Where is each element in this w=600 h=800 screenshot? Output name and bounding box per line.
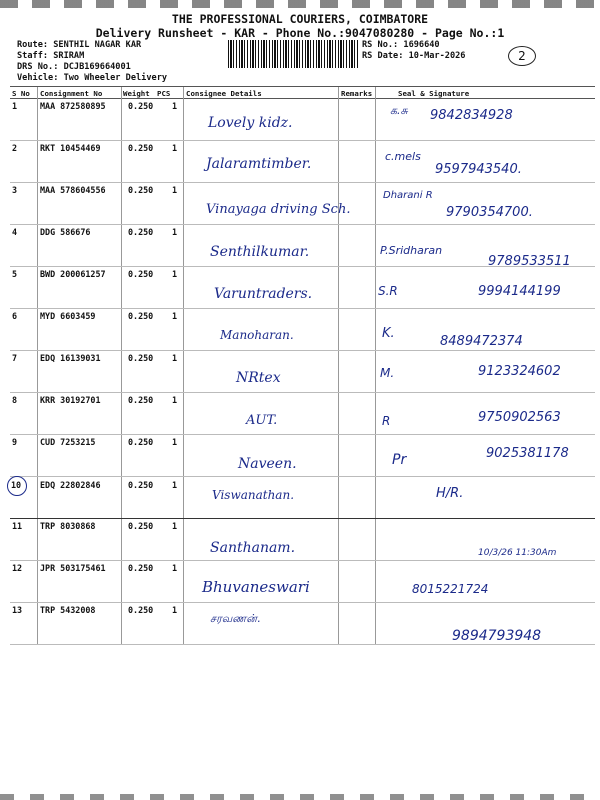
- col-header-pcs: PCS: [157, 89, 171, 98]
- row-pcs: 1: [172, 269, 178, 279]
- row-rule-bold: [10, 518, 595, 519]
- row-consignment: MAA 578604556: [40, 185, 106, 195]
- row-rule: [10, 392, 595, 393]
- col-divider: [338, 87, 339, 645]
- scan-edge-bottom: [0, 794, 600, 800]
- signature-scribble: Pr: [392, 452, 407, 468]
- row-pcs: 1: [172, 480, 178, 490]
- row-rule: [10, 182, 595, 183]
- drs-label: DRS No.: DCJB169664001: [17, 62, 131, 72]
- row-consignment: TRP 8030868: [40, 521, 96, 531]
- signature-scribble: Dharani R: [383, 190, 433, 201]
- row-sno: 9: [12, 437, 18, 447]
- barcode-image: [228, 40, 358, 68]
- row-signature-phone: 8015221724: [412, 582, 489, 596]
- row-signature-note: H/R.: [436, 486, 464, 501]
- row-sno: 2: [12, 143, 18, 153]
- row-weight: 0.250: [128, 563, 154, 573]
- col-divider: [183, 87, 184, 645]
- row-pcs: 1: [172, 437, 178, 447]
- col-divider: [375, 87, 376, 645]
- row-sno: 4: [12, 227, 18, 237]
- row-pcs: 1: [172, 563, 178, 573]
- row-consignment: EDQ 22802846: [40, 480, 101, 490]
- row-pcs: 1: [172, 101, 178, 111]
- row-rule: [10, 350, 595, 351]
- row-weight: 0.250: [128, 143, 154, 153]
- row-consignee-handwritten: Varuntraders.: [214, 286, 313, 302]
- row-signature-phone: 9842834928: [430, 108, 513, 123]
- scan-edge-top: [0, 0, 600, 8]
- row-signature-phone: 9789533511: [488, 254, 571, 269]
- row-consignment: MAA 872580895: [40, 101, 106, 111]
- row-consignee-handwritten: Manoharan.: [220, 328, 294, 342]
- row-weight: 0.250: [128, 605, 154, 615]
- row-consignment: KRR 30192701: [40, 395, 101, 405]
- row-pcs: 1: [172, 521, 178, 531]
- col-header-weight: Weight: [123, 89, 150, 98]
- row-signature-phone: 9994144199: [478, 284, 561, 299]
- table-header-rule: [10, 98, 595, 99]
- runsheet-subtitle: Delivery Runsheet - KAR - Phone No.:9047080280 - Page No.:1: [95, 26, 505, 40]
- signature-scribble: R: [382, 414, 391, 428]
- row-sno: 5: [12, 269, 18, 279]
- row-consignment: BWD 200061257: [40, 269, 106, 279]
- row-weight: 0.250: [128, 101, 154, 111]
- row-pcs: 1: [172, 227, 178, 237]
- vehicle-label: Vehicle: Two Wheeler Delivery: [17, 73, 168, 83]
- signature-scribble: c.mels: [385, 150, 421, 163]
- row-weight: 0.250: [128, 395, 154, 405]
- row-signature-phone: 9025381178: [486, 446, 569, 461]
- row-weight: 0.250: [128, 480, 154, 490]
- row-consignee-handwritten: Senthilkumar.: [210, 244, 310, 260]
- row-consignee-handwritten: AUT.: [246, 413, 278, 428]
- row-rule: [10, 308, 595, 309]
- row-signature-phone: 9790354700.: [446, 205, 533, 220]
- row-consignment: DDG 586676: [40, 227, 91, 237]
- row-consignee-handwritten: NRtex: [236, 370, 281, 386]
- row-consignment: MYD 6603459: [40, 311, 96, 321]
- row-pcs: 1: [172, 353, 178, 363]
- signature-scribble: P.Sridharan: [380, 244, 443, 257]
- row-rule: [10, 434, 595, 435]
- rs-number: RS No.: 1696640: [362, 40, 440, 50]
- row-rule: [10, 560, 595, 561]
- row-sno: 10: [11, 480, 22, 490]
- row-consignment: TRP 5432008: [40, 605, 96, 615]
- row-consignee-handwritten: Viswanathan.: [212, 488, 295, 502]
- row-consignment: CUD 7253215: [40, 437, 96, 447]
- row-weight: 0.250: [128, 521, 154, 531]
- row-sno: 13: [12, 605, 23, 615]
- row-signature-datetime: 10/3/26 11:30Am: [478, 548, 557, 558]
- signature-scribble: S.R: [378, 284, 398, 298]
- row-signature-phone: 9123324602: [478, 364, 561, 379]
- row-pcs: 1: [172, 185, 178, 195]
- col-header-signature: Seal & Signature: [398, 89, 470, 98]
- row-signature-phone: 9894793948: [452, 628, 542, 644]
- row-weight: 0.250: [128, 269, 154, 279]
- row-consignee-handwritten: சரவணன்.: [210, 612, 261, 625]
- row-sno: 7: [12, 353, 18, 363]
- row-rule: [10, 140, 595, 141]
- row-weight: 0.250: [128, 353, 154, 363]
- row-consignee-handwritten: Lovely kidz.: [208, 115, 293, 131]
- row-pcs: 1: [172, 605, 178, 615]
- row-rule: [10, 602, 595, 603]
- row-signature-phone: 8489472374: [440, 334, 523, 349]
- rs-date: RS Date: 10-Mar-2026: [362, 51, 466, 61]
- row-sno: 12: [12, 563, 23, 573]
- row-consignee-handwritten: Jalaramtimber.: [206, 156, 312, 172]
- row-consignee-handwritten: Santhanam.: [210, 540, 296, 556]
- col-divider: [37, 87, 38, 645]
- row-sno: 11: [12, 521, 23, 531]
- row-rule: [10, 224, 595, 225]
- col-header-sno: S No: [12, 89, 30, 98]
- row-consignment: RKT 10454469: [40, 143, 101, 153]
- row-weight: 0.250: [128, 311, 154, 321]
- page-mark-circled: 2: [508, 46, 536, 66]
- row-sno: 3: [12, 185, 18, 195]
- col-header-consignment: Consignment No: [40, 89, 103, 98]
- col-divider: [121, 87, 122, 645]
- signature-scribble: K.: [382, 326, 395, 341]
- staff-label: Staff: SRIRAM: [17, 51, 85, 61]
- row-consignment: JPR 503175461: [40, 563, 106, 573]
- table-bottom-rule: [10, 644, 595, 645]
- row-consignment: EDQ 16139031: [40, 353, 101, 363]
- table-top-rule: [10, 86, 595, 87]
- row-pcs: 1: [172, 311, 178, 321]
- signature-scribble: M.: [380, 366, 395, 380]
- row-sno: 8: [12, 395, 18, 405]
- row-signature-phone: 9597943540.: [435, 162, 522, 177]
- row-weight: 0.250: [128, 185, 154, 195]
- row-weight: 0.250: [128, 437, 154, 447]
- row-pcs: 1: [172, 143, 178, 153]
- col-header-remarks: Remarks: [341, 89, 373, 98]
- row-signature-phone: 9750902563: [478, 410, 561, 425]
- col-header-consignee: Consignee Details: [186, 89, 262, 98]
- row-consignee-handwritten: Naveen.: [238, 456, 297, 472]
- row-rule: [10, 476, 595, 477]
- company-title: THE PROFESSIONAL COURIERS, COIMBATORE: [171, 12, 429, 26]
- row-consignee-handwritten: Bhuvaneswari: [202, 578, 310, 596]
- signature-scribble: க.சு: [390, 104, 408, 117]
- route-label: Route: SENTHIL NAGAR KAR: [17, 40, 142, 50]
- row-consignee-handwritten: Vinayaga driving Sch.: [206, 202, 351, 217]
- row-pcs: 1: [172, 395, 178, 405]
- row-weight: 0.250: [128, 227, 154, 237]
- row-sno: 6: [12, 311, 18, 321]
- row-sno: 1: [12, 101, 18, 111]
